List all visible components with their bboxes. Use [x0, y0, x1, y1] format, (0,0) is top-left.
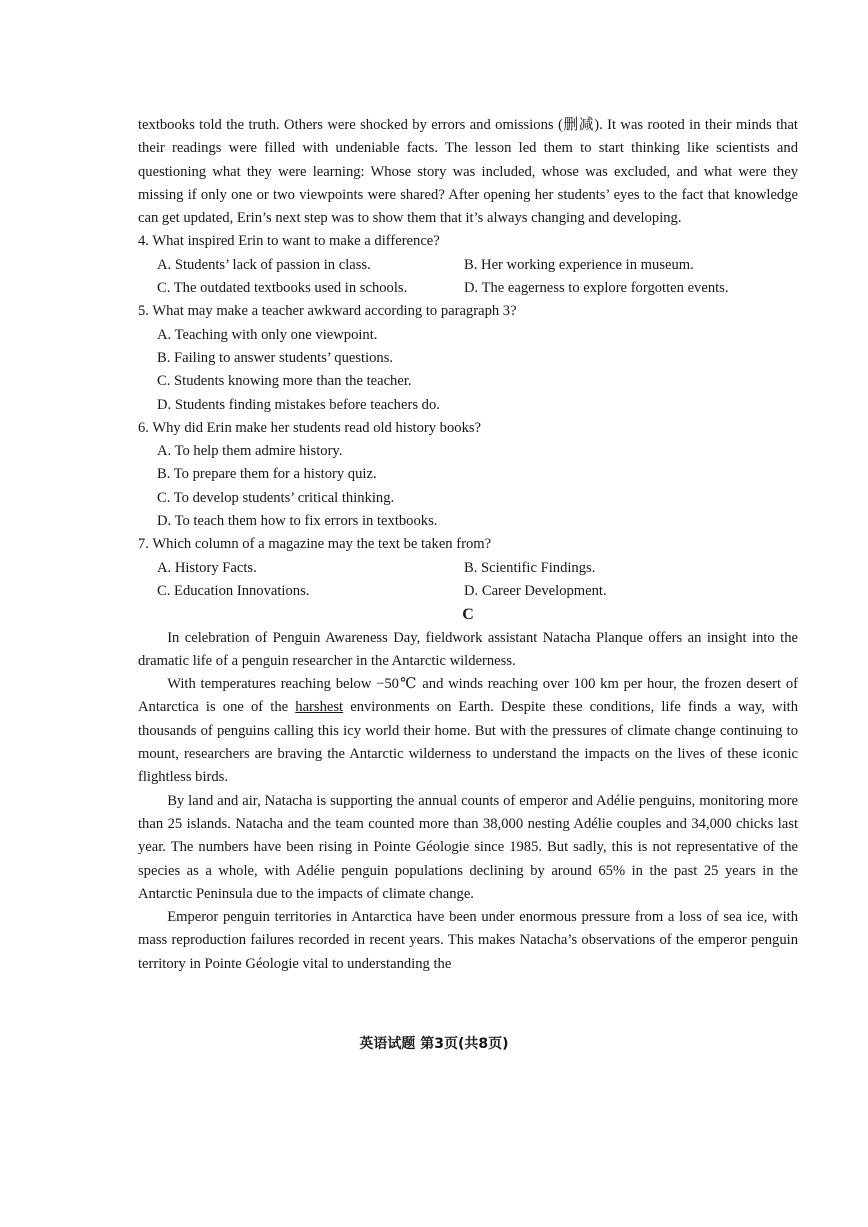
option-c: C. Students knowing more than the teacher.	[157, 373, 412, 390]
question-stem: 7. Which column of a magazine may the text be taken from?	[138, 536, 492, 553]
option-b: B. Scientific Findings.	[464, 559, 596, 576]
options-list	[138, 440, 798, 533]
option-c: C. Education Innovations.	[157, 582, 310, 599]
options-row	[138, 277, 798, 300]
question-stem: 5. What may make a teacher awkward according to paragraph 3?	[138, 303, 517, 320]
options-row	[138, 580, 798, 603]
option-a: A. Teaching with only one viewpoint.	[157, 326, 378, 343]
underlined-word: harshest	[295, 699, 344, 716]
passage-b-tail: textbooks told the truth. Others were shocked by errors and omissions (删减). It was rooted in their minds that their readings were filled with undeniable facts. The lesson led them to start thinking like scientists and questioning what they were learning: Whose story was included, whose was excluded, and what were they missing if only one or two viewpoints were shared? After opening her students’ eyes to the fact that knowledge can get updated, Erin’s next step was to show them that it’s always changing and developing.	[138, 117, 798, 227]
passage-c-paragraph-2	[138, 673, 798, 789]
passage-c-paragraph-1: In celebration of Penguin Awareness Day, fieldwork assistant Natacha Planque offers an insight into the dramatic life of a penguin researcher in the Antarctic wilderness.	[138, 629, 798, 669]
options-list	[138, 324, 798, 417]
option-d: D. Students finding mistakes before teachers do.	[157, 396, 440, 413]
page-footer: 英语试题 第3页(共8页)	[359, 1036, 509, 1052]
question-stem: 4. What inspired Erin to want to make a difference?	[138, 233, 440, 250]
option-d: D. The eagerness to explore forgotten events.	[464, 280, 729, 297]
passage-c-paragraph-4: Emperor penguin territories in Antarctica have been under enormous pressure from a loss of sea ice, with mass reproduction failures recorded in recent years. This makes Natacha’s observations of the emperor penguin territory in Pointe Géologie vital to understanding the	[138, 909, 798, 972]
passage-c-paragraph-3: By land and air, Natacha is supporting the annual counts of emperor and Adélie penguins, monitoring more than 25 islands. Natacha and the team counted more than 38,000 nesting Adélie couples and 34,000 chicks last year. The numbers have been rising in Pointe Géologie since 1985. But sadly, this is not representative of the species as a whole, with Adélie penguin populations declining by around 65% in the past 25 years in the Antarctic Peninsula due to the impacts of climate change.	[138, 792, 798, 902]
option-c: C. The outdated textbooks used in schools.	[157, 280, 408, 297]
option-a: A. To help them admire history.	[157, 443, 343, 460]
option-b: B. Failing to answer students’ questions.	[157, 349, 394, 366]
option-c: C. To develop students’ critical thinking.	[157, 489, 395, 506]
option-b: B. Her working experience in museum.	[464, 256, 694, 273]
options-row	[138, 254, 798, 277]
option-a: A. History Facts.	[157, 559, 257, 576]
option-a: A. Students’ lack of passion in class.	[157, 256, 371, 273]
options-row	[138, 557, 798, 580]
question-6	[138, 417, 798, 533]
paragraph-text: With temperatures reaching below −50℃ and winds reaching over 100 km per hour, the frozen desert of Antarctica is one of the	[138, 676, 798, 716]
section-heading: C	[462, 606, 474, 624]
exam-page	[138, 114, 798, 976]
option-d: D. Career Development.	[464, 582, 607, 599]
question-stem: 6. Why did Erin make her students read old history books?	[138, 419, 482, 436]
option-b: B. To prepare them for a history quiz.	[157, 466, 377, 483]
question-4	[138, 230, 798, 300]
question-5	[138, 300, 798, 416]
option-d: D. To teach them how to fix errors in textbooks.	[157, 513, 438, 530]
question-7	[138, 533, 798, 603]
paragraph-text: environments on Earth. Despite these conditions, life finds a way, with thousands of penguins calling this icy world their home. But with the pressures of climate change continuing to mount, researchers are braving the Antarctic wilderness to understand the impacts on the lives of these iconic flightless birds.	[138, 699, 798, 786]
